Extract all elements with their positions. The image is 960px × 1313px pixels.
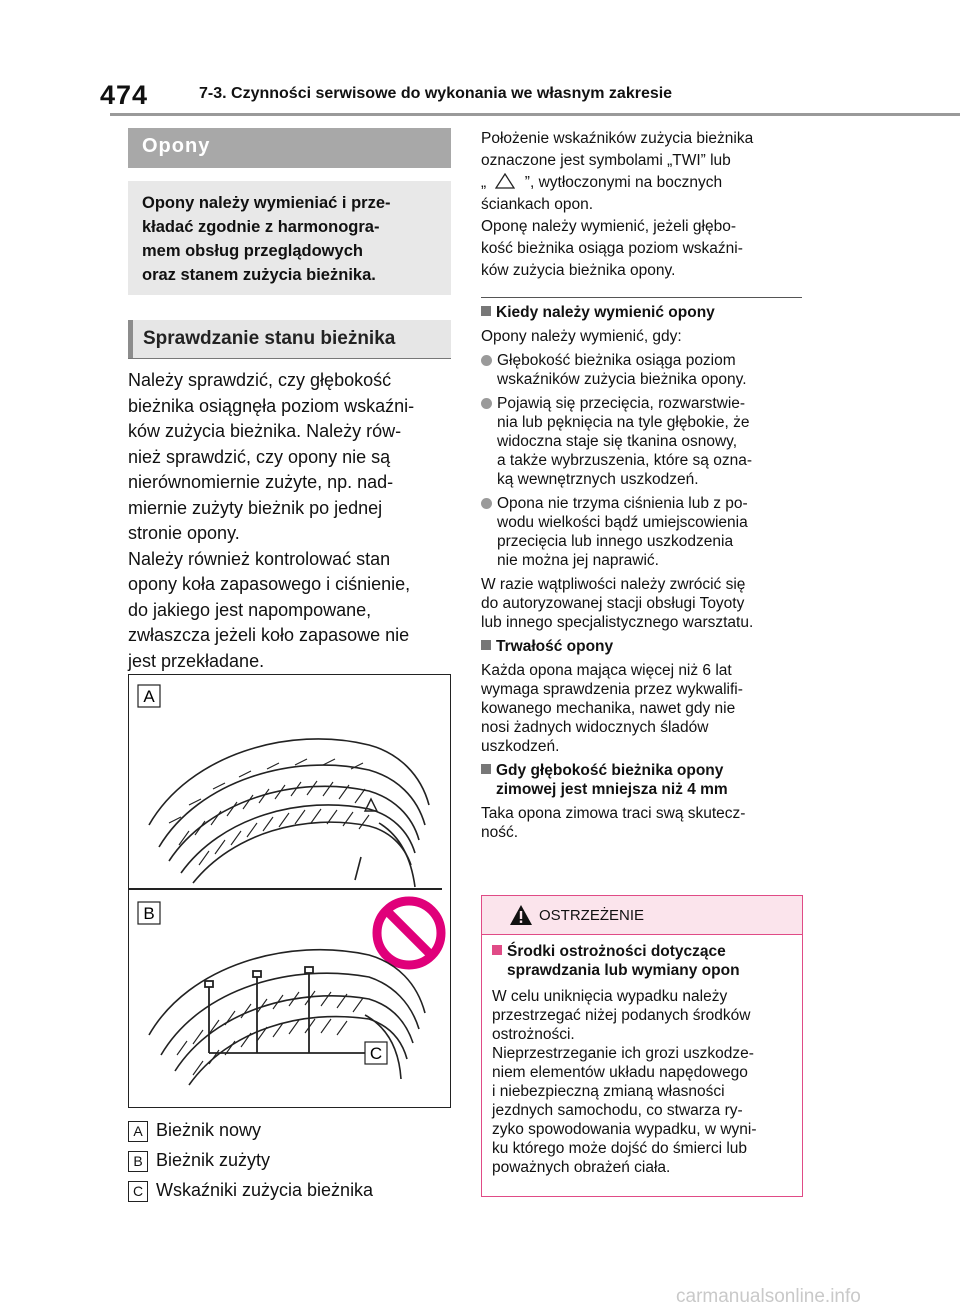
text-line: zimowej jest mniejsza niż 4 mm (496, 781, 728, 798)
legend-item-c (128, 1180, 448, 1204)
intro-text (142, 191, 442, 287)
bullet-item (481, 494, 801, 570)
text-line: Należy sprawdzić, czy głębokość (128, 370, 392, 390)
warning-header (482, 896, 802, 934)
legend-text: Bieżnik zużyty (156, 1150, 271, 1170)
text-line: kość bieżnika osiąga poziom wskaźni- (481, 240, 743, 257)
figure-label-a: A (143, 687, 155, 706)
text-line: W celu uniknięcia wypadku należy (492, 988, 728, 1005)
new-tire-drawing (149, 739, 429, 887)
text-line: nosi żadnych widocznych śladów (481, 719, 709, 736)
twi-triangle-icon (495, 173, 515, 189)
winter-text (481, 804, 801, 842)
text-line: Opona nie trzyma ciśnienia lub z po- (497, 495, 748, 512)
text-line: oznaczone jest symbolami „TWI” lub (481, 152, 731, 169)
text-line: Oponę należy wymienić, jeżeli głębo- (481, 218, 737, 235)
warning-rule (482, 934, 802, 935)
text-line: jezdnych samochodu, co stwarza ry- (492, 1102, 743, 1119)
watermark: carmanualsonline.info (676, 1286, 861, 1307)
text-line: bieżnika osiągnęła poziom wskaźni- (128, 395, 415, 416)
section-title-bar (128, 128, 451, 168)
text-line: nia lub pęknięcia na tyle głębokie, że (497, 414, 750, 431)
tread-check-text (128, 368, 458, 674)
text-line: nierównomiernie zużyte, np. nad- (128, 472, 394, 492)
text-line: zyko spowodowania wypadku, w wyni- (492, 1121, 757, 1138)
tire-tread-figure (128, 674, 451, 1108)
tire-illustration (129, 675, 450, 1107)
text-line: ostrożności. (492, 1026, 575, 1043)
legend-item-a (128, 1120, 448, 1144)
square-bullet-icon (481, 306, 491, 316)
worn-tire-drawing (149, 950, 425, 1085)
text-line: nie można jej naprawić. (497, 552, 659, 569)
bullet-item (481, 394, 801, 489)
text-line: Głębokość bieżnika osiąga poziom (497, 352, 736, 369)
legend-item-b (128, 1150, 448, 1174)
subsection-header (128, 320, 451, 358)
text-line: ką wewnętrznych uszkodzeń. (497, 471, 699, 488)
text-line: ność. (481, 824, 519, 841)
figure-label-c: C (369, 1044, 383, 1063)
text-line: a także wybrzuszenia, które są ozna- (497, 452, 753, 469)
text-line: i niebezpieczną zmianą własności (492, 1083, 725, 1100)
warning-triangle-icon (509, 904, 533, 926)
life-title: Trwałość opony (496, 638, 614, 655)
subsection-title: Sprawdzanie stanu bieżnika (143, 328, 396, 349)
when-title: Kiedy należy wymienić opony (496, 304, 715, 321)
intro-line: Opony należy wymieniać i prze- (142, 194, 391, 212)
text-line: nież sprawdzić, czy opony nie są (128, 446, 391, 467)
page-number: 474 (100, 80, 149, 110)
round-bullet-icon (481, 355, 492, 366)
text-line: ków zużycia bieżnika opony. (481, 262, 676, 279)
square-bullet-icon (492, 945, 502, 955)
text-line: Gdy głębokość bieżnika opony (496, 762, 724, 779)
figure-label-b: B (143, 904, 155, 923)
warning-box (481, 895, 803, 1197)
intro-line: mem obsług przeglądowych (142, 242, 363, 260)
replace-section (481, 303, 801, 842)
text-line: poważnych obrażeń ciała. (492, 1159, 671, 1176)
text-line: przecięcia lub innego uszkodzenia (497, 533, 734, 550)
round-bullet-icon (481, 498, 492, 509)
text-line: lub innego specjalistycznego warsztatu. (481, 614, 754, 631)
text-line: Nieprzestrzeganie ich grozi uszkodze- (492, 1045, 754, 1062)
section-title: Opony (142, 135, 211, 157)
warning-title: OSTRZEŻENIE (539, 907, 645, 924)
text-line: wymaga sprawdzenia przez wykwalifi- (481, 681, 743, 698)
warning-body (492, 942, 797, 1177)
legend-key: C (128, 1181, 148, 1202)
text-line: opony koła zapasowego i ciśnienie, (128, 574, 411, 594)
text-line: wodu wielkości bądź umiejscowienia (497, 514, 748, 531)
prohibited-icon (377, 901, 441, 965)
legend-key: A (128, 1121, 148, 1142)
doubt-text (481, 575, 801, 632)
text-line: ”, wytłoczonymi na bocznych (524, 174, 723, 191)
text-line: miernie zużyty bieżnik po jednej (128, 497, 383, 518)
text-line: ków zużycia bieżnika. Należy rów- (128, 421, 402, 441)
text-line: Należy również kontrolować stan (128, 548, 391, 569)
twi-text (481, 128, 801, 282)
subsection-rule (128, 358, 451, 359)
text-line: Pojawią się przecięcia, rozwarstwie- (497, 395, 746, 412)
square-bullet-icon (481, 640, 491, 650)
text-line: sprawdzania lub wymiany opon (507, 962, 740, 979)
text-line: W razie wątpliwości należy zwrócić się (481, 576, 746, 593)
round-bullet-icon (481, 398, 492, 409)
text-line: ściankach opon. (481, 196, 594, 213)
text-line: „ (481, 174, 487, 191)
text-line: kowanego mechanika, nawet gdy nie (481, 700, 736, 717)
chapter-title: 7-3. Czynności serwisowe do wykonania we własnym zakresie (199, 85, 673, 102)
text-line: Środki ostrożności dotyczące (507, 943, 726, 960)
when-intro: Opony należy wymienić, gdy: (481, 328, 682, 345)
text-line: widoczna staje się tkanina osnowy, (497, 433, 738, 450)
legend-key: B (128, 1151, 148, 1172)
intro-box (128, 181, 451, 295)
winter-title (481, 761, 801, 799)
text-line: uszkodzeń. (481, 738, 560, 755)
legend-text: Wskaźniki zużycia bieżnika (156, 1180, 374, 1200)
bullet-item (481, 351, 801, 389)
text-line: do jakiego jest napompowane, (128, 599, 372, 620)
text-line: jest przekładane. (128, 650, 265, 671)
warning-text (492, 987, 797, 1177)
text-line: przestrzegać niżej podanych środków (492, 1007, 751, 1024)
text-line: Każda opona mająca więcej niż 6 lat (481, 662, 732, 679)
right-divider (481, 297, 802, 298)
header-rule (110, 113, 960, 116)
legend-text: Bieżnik nowy (156, 1120, 262, 1140)
text-line: niem elementów układu napędowego (492, 1064, 748, 1081)
text-line: do autoryzowanej stacji obsługi Toyoty (481, 595, 745, 612)
text-line: Taka opona zimowa traci swą skutecz- (481, 805, 746, 822)
life-text (481, 661, 801, 756)
text-line: ku którego może dojść do śmierci lub (492, 1140, 748, 1157)
text-line: stronie opony. (128, 523, 240, 543)
wear-indicator-lines (205, 967, 365, 1053)
square-bullet-icon (481, 764, 491, 774)
text-line: wskaźników zużycia bieżnika opony. (497, 371, 747, 388)
subsection-bar (128, 320, 133, 358)
text-line: Położenie wskaźników zużycia bieżnika (481, 130, 754, 147)
intro-line: kładać zgodnie z harmonogra- (142, 218, 380, 236)
text-line: zwłaszcza jeżeli koło zapasowe nie (128, 625, 410, 645)
intro-line: oraz stanem zużycia bieżnika. (142, 266, 376, 284)
